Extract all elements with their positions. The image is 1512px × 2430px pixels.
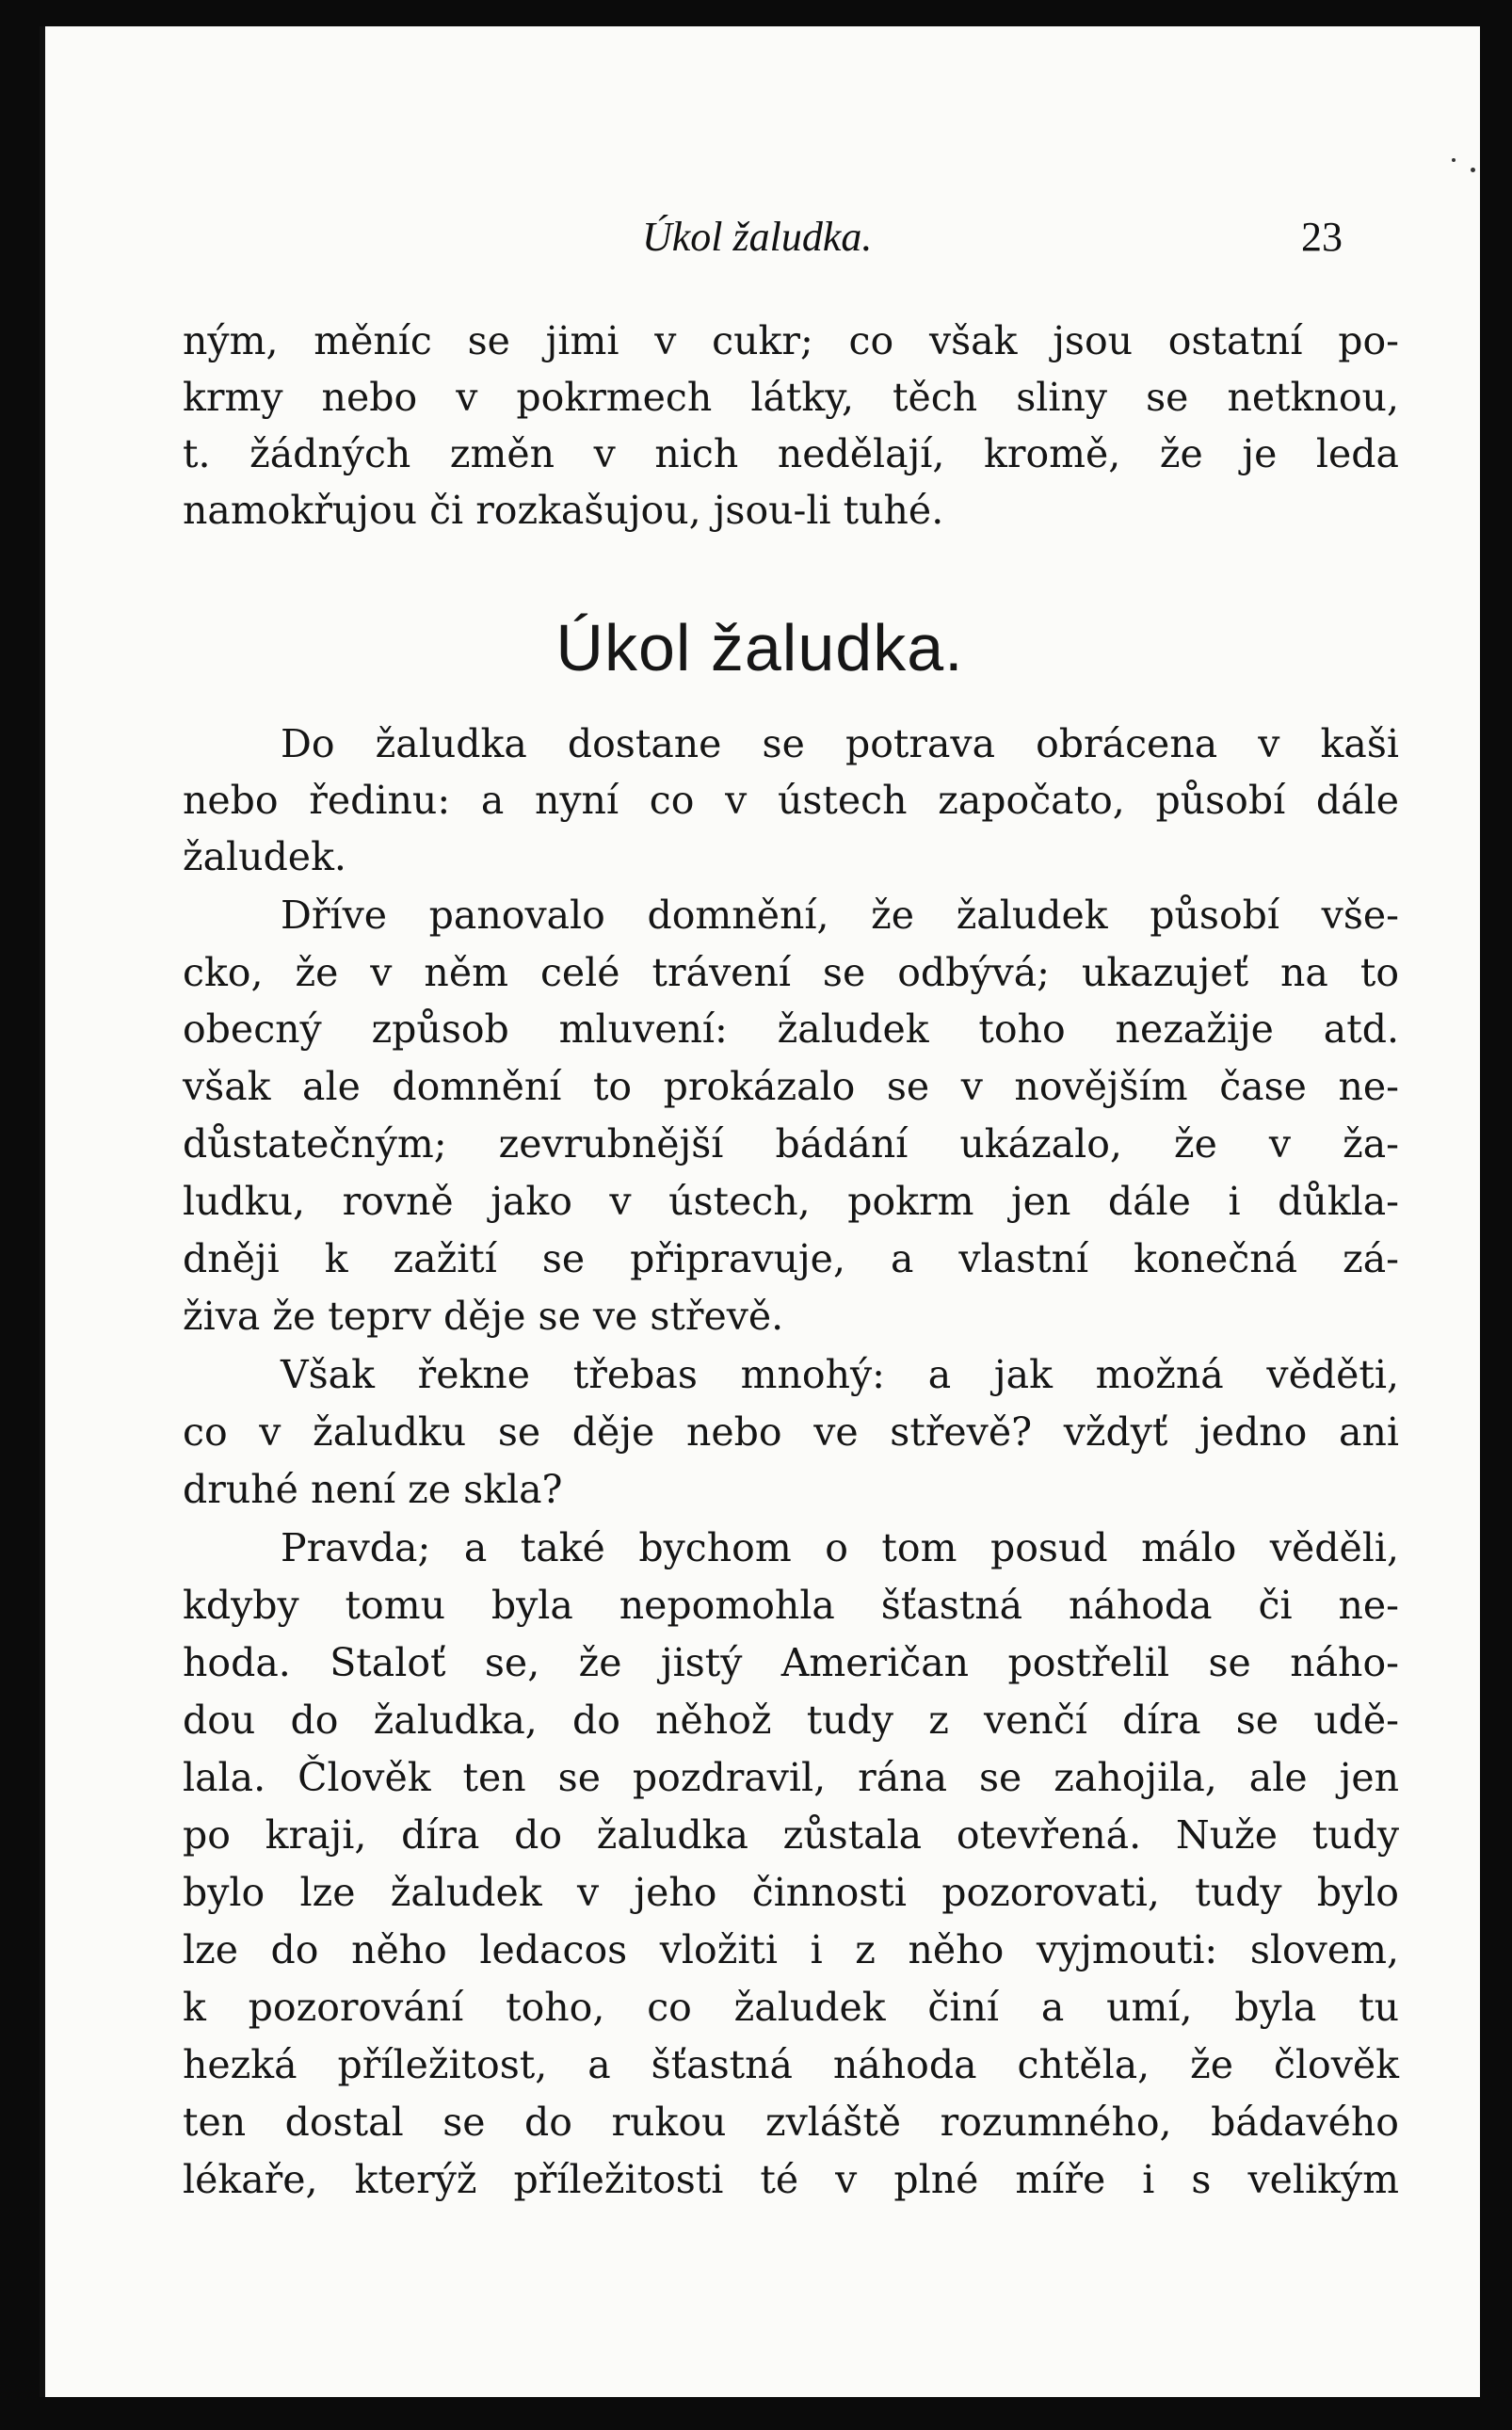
text-line: namokřujou či rozkašujou, jsou-li tuhé. <box>183 488 944 533</box>
text-line: Však řekne třebas mnohý: a jak možná věděti, <box>281 1352 1399 1397</box>
text-line: Dříve panovalo domnění, že žaludek působí vše- <box>281 893 1399 938</box>
scan-speck <box>1452 158 1456 162</box>
text-line: druhé není ze skla? <box>183 1467 563 1512</box>
text-line: lala. Člověk ten se pozdravil, rána se zahojila, ale jen <box>183 1755 1399 1800</box>
text-line: bylo lze žaludek v jeho činnosti pozorovati, tudy bylo <box>183 1870 1399 1915</box>
page-edge-shadow <box>40 26 45 2397</box>
text-line: t. žádných změn v nich nedělají, kromě, že je leda <box>183 431 1399 476</box>
text-line: Do žaludka dostane se potrava obrácena v kaši <box>281 721 1399 766</box>
text-line: kdyby tomu byla nepomohla šťastná náhoda či ne- <box>183 1583 1399 1628</box>
running-title: Úkol žaludka. <box>642 214 873 260</box>
text-line: ludku, rovně jako v ústech, pokrm jen dále i důkla- <box>183 1179 1399 1224</box>
book-page <box>40 26 1480 2397</box>
text-line: lékaře, kterýž příležitosti té v plné míře i s velikým <box>183 2157 1399 2202</box>
text-line: po kraji, díra do žaludka zůstala otevřená. Nuže tudy <box>183 1812 1399 1858</box>
text-line: nebo ředinu: a nyní co v ústech započato, působí dále <box>183 778 1399 823</box>
text-line: obecný způsob mluvení: žaludek toho nezažije atd. <box>183 1006 1399 1052</box>
text-line: ten dostal se do rukou zvláště rozumného, bádavého <box>183 2100 1399 2145</box>
text-line: důstatečným; zevrubnější bádání ukázalo, že v ža- <box>183 1121 1399 1167</box>
text-line: dou do žaludka, do něhož tudy z venčí díra se udě- <box>183 1698 1399 1743</box>
text-line: cko, že v něm celé trávení se odbývá; ukazujeť na to <box>183 950 1399 995</box>
text-line: lze do něho ledacos vložiti i z něho vyjmouti: slovem, <box>183 1927 1399 1972</box>
text-line: však ale domnění to prokázalo se v novějším čase ne- <box>183 1064 1399 1109</box>
text-line: živa že teprv děje se ve střevě. <box>183 1294 784 1339</box>
page-number: 23 <box>1301 214 1343 260</box>
text-line: hezká příležitost, a šťastná náhoda chtěla, že člověk <box>183 2042 1399 2087</box>
text-line: ným, měníc se jimi v cukr; co však jsou ostatní po- <box>183 318 1399 363</box>
scan-speck <box>1471 168 1475 172</box>
text-line: dněji k zažití se připravuje, a vlastní konečná zá- <box>183 1236 1399 1281</box>
text-line: žaludek. <box>183 834 346 879</box>
section-heading: Úkol žaludka. <box>555 611 964 684</box>
text-line: co v žaludku se děje nebo ve střevě? vždyť jedno ani <box>183 1409 1399 1455</box>
text-line: hoda. Staloť se, že jistý Američan postřelil se náho- <box>183 1640 1399 1685</box>
text-line: k pozorování toho, co žaludek činí a umí, byla tu <box>183 1985 1399 2030</box>
text-line: krmy nebo v pokrmech látky, těch sliny se netknou, <box>183 375 1399 420</box>
text-line: Pravda; a také bychom o tom posud málo věděli, <box>281 1525 1399 1570</box>
